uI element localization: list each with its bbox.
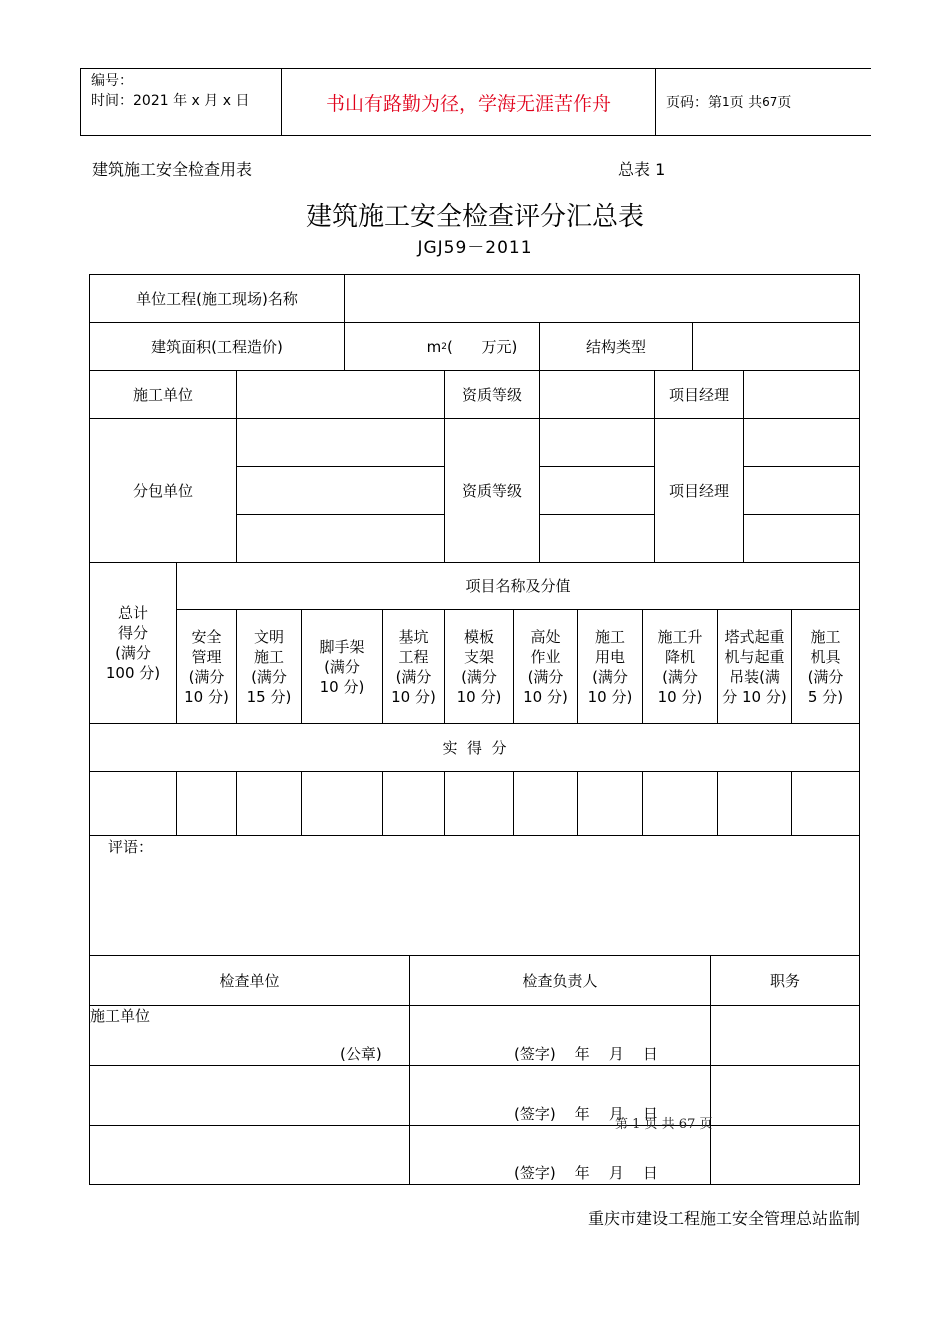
item-electricity: 施工 用电 (满分 10 分): [587, 627, 633, 706]
sub-qualification-label: 资质等级: [461, 481, 522, 500]
item-formwork: 模板 支架 (满分 10 分): [456, 627, 502, 706]
subcontractor-field[interactable]: [237, 515, 444, 562]
position-cell[interactable]: [711, 1066, 859, 1125]
sign-date-label: (签字) 年 月 日: [514, 1164, 658, 1182]
motto: 书山有路勤为径，学海无涯苦作舟: [282, 69, 656, 135]
contractor-label: 施工单位: [132, 385, 193, 404]
building-area-field[interactable]: [345, 323, 539, 370]
item-hoist: 施工升 降机 (满分 10 分): [657, 627, 703, 706]
check-unit-cell[interactable]: [90, 1006, 409, 1065]
project-name-label: 单位工程(施工现场)名称: [136, 289, 298, 308]
item-foundation-pit: 基坑 工程 (满分 10 分): [391, 627, 436, 706]
project-name-field[interactable]: [345, 275, 859, 322]
sub-project-manager-label: 项目经理: [668, 481, 729, 500]
item-scaffolding: 脚手架 (满分 10 分): [319, 637, 365, 696]
issuer-footer: 重庆市建设工程施工安全管理总站监制: [587, 1209, 860, 1228]
signature-cell[interactable]: [410, 1006, 710, 1065]
score-cell[interactable]: [383, 772, 444, 835]
form-category: 建筑施工安全检查用表: [92, 160, 253, 179]
page-current: 1: [722, 95, 730, 109]
qualification-label: 资质等级: [461, 385, 522, 404]
score-cell[interactable]: [237, 772, 301, 835]
position-cell[interactable]: [711, 1126, 859, 1184]
score-cell[interactable]: [718, 772, 791, 835]
page-overlay: 第 1 页 共 67 页: [615, 1117, 713, 1132]
score-cell[interactable]: [445, 772, 513, 835]
page-suffix: 页: [777, 95, 792, 111]
contractor-unit-label: 施工单位: [90, 1007, 151, 1025]
total-score-cell[interactable]: [90, 772, 176, 835]
score-cell[interactable]: [514, 772, 577, 835]
subcontractor-field[interactable]: [237, 467, 444, 514]
form-number: 总表 1: [618, 160, 666, 179]
area-unit-m: m: [426, 337, 442, 356]
position-cell[interactable]: [711, 1006, 859, 1065]
item-work-at-height: 高处 作业 (满分 10 分): [523, 627, 568, 706]
page-total: 67: [762, 95, 778, 109]
score-cell[interactable]: [792, 772, 859, 835]
check-person-header: 检查负责人: [522, 971, 598, 990]
score-cell[interactable]: [177, 772, 236, 835]
total-score-header: 总计 得分 (满分 100 分): [105, 604, 161, 682]
subcontractor-label: 分包单位: [132, 481, 193, 500]
area-unit-sup: 2: [441, 341, 448, 352]
signature-cell[interactable]: [410, 1126, 710, 1184]
contractor-field[interactable]: [237, 371, 444, 418]
sub-qualification-field[interactable]: [540, 467, 654, 514]
actual-score-label: 实 得 分: [442, 738, 507, 757]
page-prefix: 页码：第: [666, 95, 722, 111]
sign-date-label: (签字) 年 月 日: [514, 1045, 658, 1063]
check-unit-cell[interactable]: [90, 1126, 409, 1184]
sign-date-label: (签字) 年 月 日: [514, 1105, 658, 1123]
sub-project-manager-field[interactable]: [744, 467, 859, 514]
sub-project-manager-field[interactable]: [744, 419, 859, 466]
sub-qualification-field[interactable]: [540, 515, 654, 562]
item-civilized-construction: 文明 施工 (满分 15 分): [246, 627, 292, 706]
sub-project-manager-field[interactable]: [744, 515, 859, 562]
item-tower-crane: 塔式起重 机与起重 吊装(满 分 10 分): [722, 627, 787, 706]
sub-qualification-field[interactable]: [540, 419, 654, 466]
seal-label: (公章): [340, 1045, 382, 1063]
position-header: 职务: [769, 971, 800, 990]
building-area-label: 建筑面积(工程造价): [151, 337, 283, 356]
item-machinery: 施工 机具 (满分 5 分): [807, 627, 844, 706]
check-unit-cell[interactable]: [90, 1066, 409, 1125]
items-header: 项目名称及分值: [465, 577, 571, 595]
date-label: 时间：2021 年 x 月 x 日: [91, 93, 250, 109]
score-cell[interactable]: [643, 772, 717, 835]
page-title: 建筑施工安全检查评分汇总表: [305, 202, 644, 232]
area-unit-rest: ( 万元): [447, 337, 518, 356]
structure-type-field[interactable]: [693, 323, 859, 370]
subcontractor-field[interactable]: [237, 419, 444, 466]
comment-label: 评语：: [108, 838, 154, 856]
comment-area[interactable]: [90, 836, 859, 955]
structure-type-label: 结构类型: [585, 337, 646, 356]
project-manager-label: 项目经理: [668, 385, 729, 404]
score-cell[interactable]: [302, 772, 382, 835]
serial-label: 编号：: [91, 73, 133, 89]
qualification-field[interactable]: [540, 371, 654, 418]
project-manager-field[interactable]: [744, 371, 859, 418]
score-cell[interactable]: [578, 772, 642, 835]
item-safety-management: 安全 管理 (满分 10 分): [184, 627, 229, 706]
check-unit-header: 检查单位: [219, 971, 280, 990]
standard-code: JGJ59－2011: [417, 238, 533, 258]
page-mid: 页 共: [729, 95, 763, 111]
